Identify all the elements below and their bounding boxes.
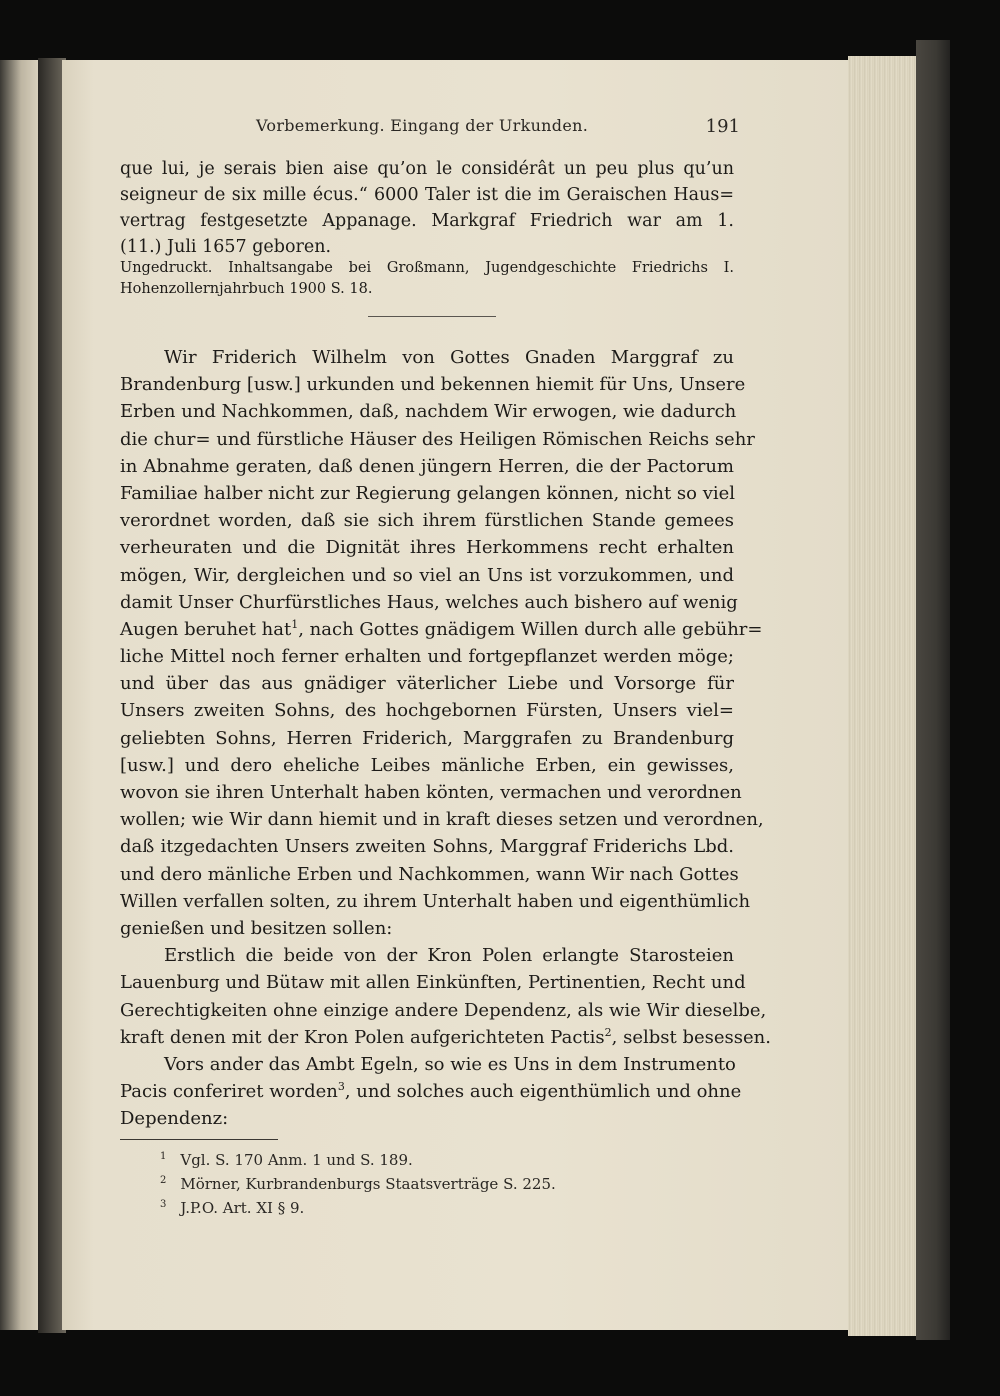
text-line: in Abnahme geraten, daß denen jüngern Herren, die der Pactorum — [120, 455, 734, 477]
text-line: (11.) Juli 1657 geboren. — [120, 237, 332, 257]
text-line: vertrag festgesetzte Appanage. Markgraf Friedrich war am 1. — [120, 211, 734, 231]
text-line: Hohenzollernjahrbuch 1900 S. 18. — [120, 281, 373, 297]
page-number: 191 — [705, 116, 740, 137]
document-body — [120, 344, 771, 1132]
text-line: wollen; wie Wir dann hiemit und in kraft dieses setzen und verordnen, — [120, 809, 764, 831]
text-line: daß itzgedachten Unsers zweiten Sohns, Marggraf Friderichs Lbd. — [120, 836, 734, 858]
text-line — [120, 616, 763, 643]
text-line: verheuraten und die Dignität ihres Herkommens recht erhalten — [120, 537, 734, 559]
intro-paragraph — [120, 156, 734, 260]
text-line — [120, 1024, 771, 1051]
text-line: und über das aus gnädiger väterlicher Liebe und Vorsorge für — [120, 673, 734, 695]
text-line: Lauenburg und Bütaw mit allen Einkünften, Pertinentien, Recht und — [120, 972, 746, 994]
text-line: Erben und Nachkommen, daß, nachdem Wir erwogen, wie dadurch — [120, 401, 737, 423]
text-line: liche Mittel noch ferner erhalten und fortgepflanzet werden möge; — [120, 646, 734, 668]
text-line: und dero mänliche Erben und Nachkommen, wann Wir nach Gottes — [120, 863, 739, 885]
footnote-rule — [120, 1139, 278, 1140]
text-line: geliebten Sohns, Herren Friderich, Marggrafen zu Brandenburg — [120, 727, 734, 749]
footnote-text: J.P.O. Art. XI § 9. — [180, 1199, 305, 1217]
text-line: que lui, je serais bien aise qu’on le considérât un peu plus qu’un — [120, 159, 734, 179]
running-title: Vorbemerkung. Eingang der Urkunden. — [256, 116, 589, 135]
text-line: seigneur de six mille écus.“ 6000 Taler ist die im Geraischen Haus= — [120, 185, 734, 205]
text-line: Ungedruckt. Inhaltsangabe bei Großmann, Jugendgeschichte Friedrichs I. — [120, 260, 734, 276]
section-divider — [368, 316, 496, 317]
text-line: genießen und besitzen sollen: — [120, 917, 393, 939]
text-line: Wir Friderich Wilhelm von Gottes Gnaden Marggraf zu — [164, 347, 734, 368]
text-line: Erstlich die beide von der Kron Polen erlangte Starosteien — [164, 945, 734, 967]
book-cover-edge — [916, 40, 950, 1340]
footnote — [160, 1148, 556, 1172]
footnotes — [160, 1148, 556, 1220]
text-line: Dependenz: — [120, 1108, 229, 1130]
footnote-text: Vgl. S. 170 Anm. 1 und S. 189. — [180, 1151, 413, 1169]
footnote-text: Mörner, Kurbrandenburgs Staatsverträge S. 225. — [180, 1175, 556, 1193]
text-line — [120, 1078, 742, 1105]
footnote-ref: 3 — [337, 1080, 345, 1094]
facing-page-edge — [0, 60, 38, 1330]
text-line: Familiae halber nicht zur Regierung gelangen können, nicht so viel — [120, 482, 736, 504]
line-text: , und solches auch eigenthümlich und ohne — [344, 1081, 742, 1103]
text-line: damit Unser Churfürstliches Haus, welches auch bishero auf wenig — [120, 591, 738, 613]
footnote-number: 1 — [160, 1151, 167, 1162]
text-line: wovon sie ihren Unterhalt haben könten, vermachen und verordnen — [120, 782, 742, 803]
source-note — [120, 258, 734, 300]
text-line: Willen verfallen solten, zu ihrem Unterhalt haben und eigenthümlich — [120, 890, 751, 912]
footnote — [160, 1196, 556, 1220]
text-line: Unsers zweiten Sohns, des hochgebornen Fürsten, Unsers viel= — [120, 700, 734, 722]
text-line: Vors ander das Ambt Egeln, so wie es Uns in dem Instrumento — [164, 1053, 736, 1075]
page-header — [120, 112, 740, 142]
footnote-ref: 1 — [291, 617, 299, 631]
footnote — [160, 1172, 556, 1196]
text-line: die chur= und fürstliche Häuser des Heiligen Römischen Reichs sehr — [120, 428, 755, 450]
line-text: , selbst besessen. — [611, 1026, 771, 1048]
text-line: verordnet worden, daß sie sich ihrem fürstlichen Stande gemees — [120, 510, 734, 532]
line-text: , nach Gottes gnädigem Willen durch alle gebühr= — [298, 618, 763, 640]
line-text: Augen beruhet hat — [120, 618, 292, 640]
text-line: Gerechtigkeiten ohne einzige andere Dependenz, als wie Wir dieselbe, — [120, 999, 767, 1021]
line-text: kraft denen mit der Kron Polen aufgerichteten Pactis — [120, 1026, 605, 1048]
footnote-number: 3 — [160, 1199, 167, 1210]
footnote-ref: 2 — [604, 1025, 612, 1039]
text-line: [usw.] und dero eheliche Leibes mänliche Erben, ein gewisses, — [120, 754, 734, 776]
page-block-edge — [848, 56, 920, 1336]
text-line: mögen, Wir, dergleichen und so viel an Uns ist vorzukommen, und — [120, 564, 734, 586]
footnote-number: 2 — [160, 1175, 167, 1186]
text-line: Brandenburg [usw.] urkunden und bekennen hiemit für Uns, Unsere — [120, 374, 746, 396]
line-text: Pacis conferiret worden — [120, 1081, 338, 1103]
